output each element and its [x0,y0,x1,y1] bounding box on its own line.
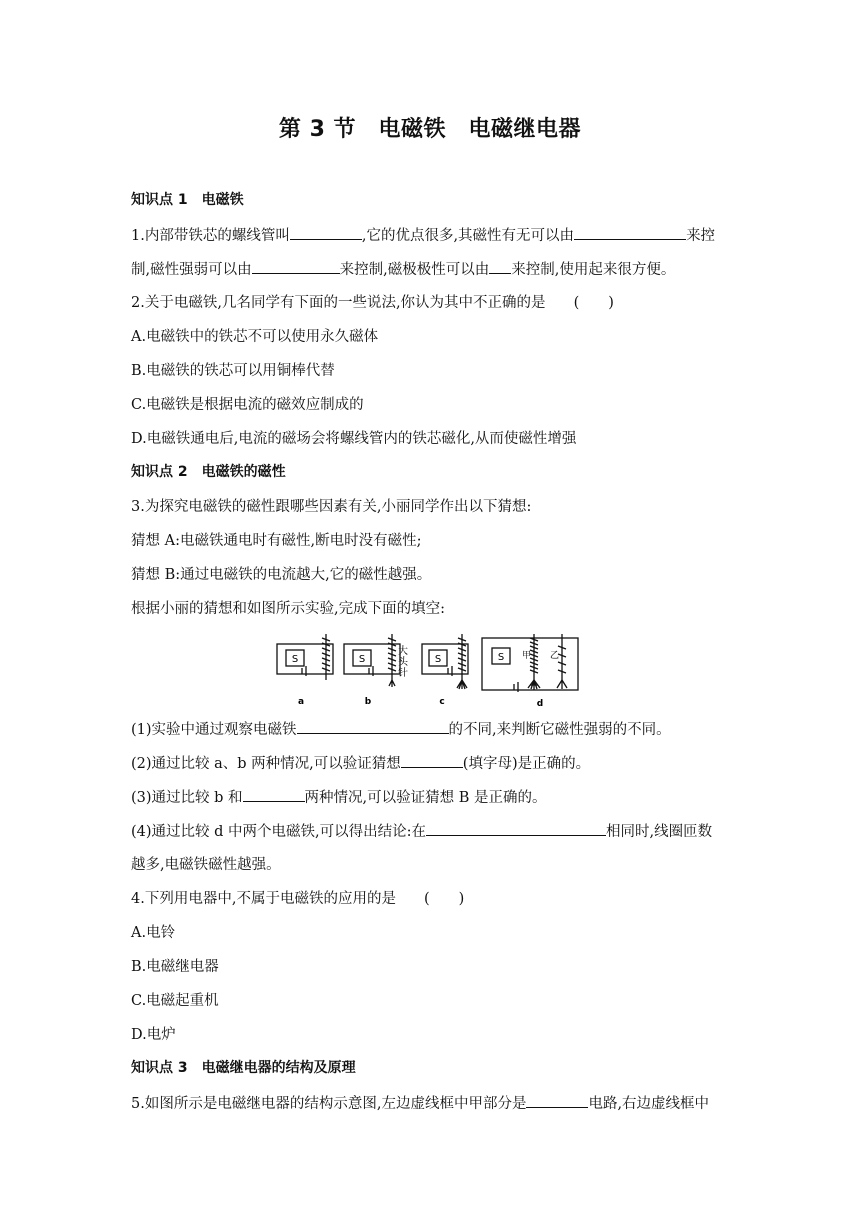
yi-label: 乙 [550,651,560,661]
answer-blank[interactable] [290,225,362,240]
question-3-part-1: (1)实验中通过观察电磁铁 的不同,来判断它磁性强弱的不同。 [131,719,671,740]
knowledge-point-3-heading: 知识点 3 电磁继电器的结构及原理 [131,1060,356,1076]
switch-label: S [497,652,505,663]
figure-label-b: b [364,697,372,707]
question-3-guess-a: 猜想 A:电磁铁通电时有磁性,断电时没有磁性; [131,533,422,549]
question-4-option-c: C.电磁起重机 [131,993,219,1009]
question-4-option-a: A.电铃 [131,925,176,941]
switch-label: S [291,654,299,665]
question-3-part-2: (2)通过比较 a、b 两种情况,可以验证猜想 (填字母)是正确的。 [131,753,590,774]
answer-blank[interactable] [401,753,463,768]
figure-label-d: d [536,699,544,709]
knowledge-point-1-heading: 知识点 1 电磁铁 [131,192,244,208]
pins-label: 大头针 [398,646,408,679]
question-2-option-d: D.电磁铁通电后,电流的磁场会将螺线管内的铁芯磁化,从而使磁性增强 [131,431,577,447]
question-1-line-2: 制,磁性强弱可以由 来控制,磁极极性可以由 来控制,使用起来很方便。 [131,259,675,280]
answer-blank[interactable] [574,225,686,240]
question-1-line-1: 1.内部带铁芯的螺线管叫 ,它的优点很多,其磁性有无可以由 来控 [131,225,715,246]
question-3-guess-b: 猜想 B:通过电磁铁的电流越大,它的磁性越强。 [131,567,432,583]
question-3-part-3: (3)通过比较 b 和 两种情况,可以验证猜想 B 是正确的。 [131,787,547,808]
question-3-stem: 3.为探究电磁铁的磁性跟哪些因素有关,小丽同学作出以下猜想: [131,499,532,515]
question-4-stem: 4.下列用电器中,不属于电磁铁的应用的是 ( ) [131,891,465,907]
electromagnet-experiment-figure [272,630,592,714]
question-2-option-a: A.电磁铁中的铁芯不可以使用永久磁体 [131,329,379,345]
answer-bracket[interactable]: ( ) [423,891,465,907]
page-title: 第 3 节 电磁铁 电磁继电器 [278,117,582,142]
question-3-part-4: (4)通过比较 d 中两个电磁铁,可以得出结论:在 相同时,线圈匝数 [131,821,712,842]
answer-blank[interactable] [426,821,606,836]
answer-blank[interactable] [297,719,449,734]
switch-label: S [434,654,442,665]
knowledge-point-2-heading: 知识点 2 电磁铁的磁性 [131,464,286,480]
answer-blank[interactable] [243,787,305,802]
answer-blank[interactable] [252,259,340,274]
question-4-option-b: B.电磁继电器 [131,959,219,975]
question-4-option-d: D.电炉 [131,1027,176,1043]
question-2-option-c: C.电磁铁是根据电流的磁效应制成的 [131,397,364,413]
question-3-intro: 根据小丽的猜想和如图所示实验,完成下面的填空: [131,601,445,617]
question-5-line-1: 5.如图所示是电磁继电器的结构示意图,左边虚线框中甲部分是 电路,右边虚线框中 [131,1093,709,1114]
jia-label: 甲 [522,651,532,661]
answer-bracket[interactable]: ( ) [573,295,614,311]
switch-label: S [358,654,366,665]
answer-blank[interactable] [526,1093,588,1108]
question-2-option-b: B.电磁铁的铁芯可以用铜棒代替 [131,363,335,379]
question-3-part-4-cont: 越多,电磁铁磁性越强。 [131,857,281,873]
figure-label-c: c [439,697,445,707]
question-2-stem: 2.关于电磁铁,几名同学有下面的一些说法,你认为其中不正确的是 ( ) [131,295,614,311]
figure-label-a: a [297,697,305,707]
answer-blank[interactable] [489,259,511,274]
